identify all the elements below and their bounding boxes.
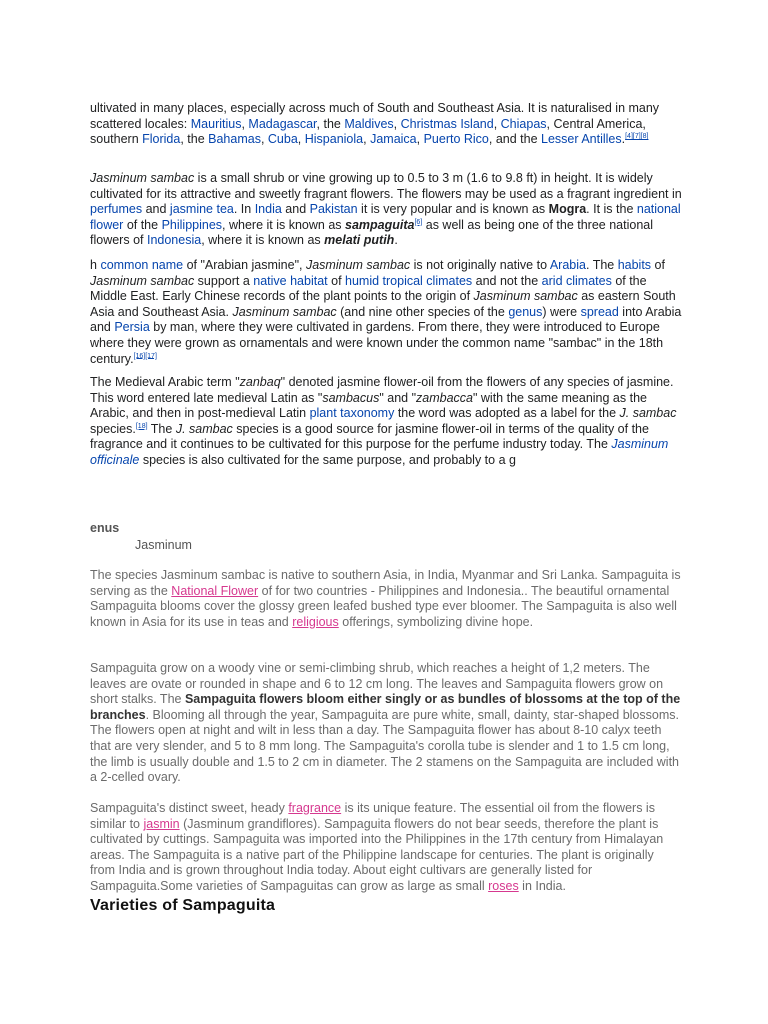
citation bbox=[625, 133, 648, 140]
text-run: and bbox=[281, 202, 310, 217]
link-religious[interactable]: religious bbox=[292, 614, 339, 629]
article-paragraph-intro bbox=[90, 568, 682, 630]
link-florida[interactable]: Florida bbox=[142, 132, 181, 147]
species-name: Jasminum sambac bbox=[305, 258, 411, 272]
text-run: " denoted jasmine flower-oil from the flowers of any species of jasmine. This word entered late medieval Latin as " bbox=[90, 375, 674, 405]
link-bahamas[interactable]: Bahamas bbox=[208, 132, 261, 147]
species-name: Jasminum sambac bbox=[473, 289, 578, 304]
text-run: , bbox=[416, 132, 424, 147]
link-native-habitat[interactable]: native habitat bbox=[253, 273, 328, 288]
text-run: . In bbox=[233, 202, 255, 217]
text-run: support a bbox=[194, 273, 254, 288]
text-run: of bbox=[651, 258, 665, 272]
text-run: . bbox=[394, 233, 398, 248]
text-run: " and " bbox=[379, 390, 417, 405]
text-run: . Blooming all through the year, Sampaguita are pure white, small, dainty, star-shaped blossoms. The flowers open at night and wilt in less than a day. The Sampaguita flower has about 8-10 calyx teeth that are very slender, and 5 to 8 mm long. The Sampaguita's corolla tube is slender and 1 to 1.5 cm long, the limb is usually double and 1.5 to 2 cm in diameter. The 2 stamens on the Sampaguita are included with a 2-celled ovary. bbox=[90, 707, 680, 785]
text-run: , bbox=[493, 116, 501, 131]
genus-value: Jasminum bbox=[135, 538, 192, 552]
bold-term: Mogra bbox=[548, 202, 587, 217]
citation-link[interactable]: [18] bbox=[135, 422, 148, 430]
species-name: Jasminum sambac bbox=[90, 171, 195, 185]
text-run: , the bbox=[180, 132, 209, 147]
link-roses[interactable]: roses bbox=[488, 878, 519, 893]
text-run: , where it is known as bbox=[201, 233, 325, 248]
text-run: The bbox=[147, 421, 176, 436]
link-perfumes[interactable]: perfumes bbox=[90, 202, 143, 217]
text-run: of the bbox=[123, 217, 162, 232]
link-genus[interactable]: genus bbox=[508, 304, 543, 319]
citation-link[interactable]: [16][17] bbox=[133, 352, 157, 360]
link-lesser-antilles[interactable]: Lesser Antilles bbox=[541, 132, 622, 147]
text-run: Sampaguita grow on a woody vine or semi-climbing shrub, which reaches a height of 1,2 meters. The leaves are ovate or rounded in shape and 6 to 12 cm long. The leaves and Sampaguita flowers grow on short stalks. The bbox=[90, 661, 664, 707]
text-run: , bbox=[393, 116, 401, 131]
text-run: it is very popular and is known as bbox=[357, 202, 549, 217]
link-humid-tropical-climates[interactable]: humid tropical climates bbox=[345, 273, 473, 288]
text-run: , bbox=[363, 132, 371, 147]
link-spread[interactable]: spread bbox=[580, 304, 619, 319]
text-run: species. bbox=[90, 421, 136, 436]
text-run: in India. bbox=[518, 878, 566, 893]
text-run: , bbox=[260, 132, 268, 147]
text-run: species is a good source for jasmine flower-oil in terms of the quality of the fragrance and it continues to be cultivated for this purpose for the perfume industry today. The bbox=[90, 421, 649, 452]
text-run: the word was adopted as a label for the bbox=[394, 406, 620, 421]
text-run: of "Arabian jasmine", bbox=[183, 258, 306, 272]
article-paragraph-fragrance bbox=[90, 801, 682, 895]
citation-link[interactable]: [4][7][8] bbox=[625, 133, 649, 141]
link-plant-taxonomy[interactable]: plant taxonomy bbox=[309, 406, 395, 421]
link-christmas-island[interactable]: Christmas Island bbox=[400, 116, 494, 131]
text-run: is a small shrub or vine growing up to 0.5 to 3 m (1.6 to 9.8 ft) in height. It is widely cultivated for its attractive and sweetly fragrant flowers. The flowers may be used as a fragrant ingredient in bbox=[90, 171, 682, 201]
link-national-flower[interactable]: national flower bbox=[90, 202, 681, 232]
link-jamaica[interactable]: Jamaica bbox=[370, 132, 417, 147]
text-run: offerings, symbolizing divine hope. bbox=[338, 614, 534, 629]
text-run: . It is the bbox=[586, 202, 637, 217]
citation bbox=[134, 352, 157, 359]
italic-term: zambacca bbox=[416, 390, 473, 405]
text-run: and bbox=[142, 202, 170, 217]
text-run: . bbox=[621, 132, 626, 147]
text-run: , bbox=[241, 116, 249, 131]
text-run: h bbox=[90, 258, 101, 272]
wiki-paragraph-etymology bbox=[90, 375, 682, 469]
link-arid-climates[interactable]: arid climates bbox=[541, 273, 612, 288]
text-run: (and nine other species of the bbox=[336, 304, 509, 319]
species-name: J. sambac bbox=[175, 421, 233, 436]
link-puerto-rico[interactable]: Puerto Rico bbox=[423, 132, 489, 147]
link-hispaniola[interactable]: Hispaniola bbox=[304, 132, 364, 147]
link-pakistan[interactable]: Pakistan bbox=[309, 202, 358, 217]
text-run: (Jasminum grandiflores). Sampaguita flowers do not bear seeds, therefore the plant is cultivated by cuttings. Sampaguita was imported into the Philippines in the 17th century from Himalayan areas. The Sampaguita is a native part of the Philippine landscape for centuries. The plant is originally from India and is grown throughout India today. About eight cultivars are generally listed for Sampaguita.Some varieties of Sampaguitas can grow as large as small bbox=[90, 816, 664, 893]
link-fragrance[interactable]: fragrance bbox=[288, 801, 342, 815]
link-mauritius[interactable]: Mauritius bbox=[190, 116, 242, 131]
wiki-paragraph-distribution bbox=[90, 101, 682, 148]
article-paragraph-growth bbox=[90, 661, 682, 786]
link-philippines[interactable]: Philippines bbox=[161, 217, 223, 232]
link-habits[interactable]: habits bbox=[617, 258, 652, 272]
text-run: as eastern South Asia and Southeast Asia. bbox=[90, 289, 676, 319]
wiki-paragraph-description bbox=[90, 171, 682, 249]
link-persia[interactable]: Persia bbox=[114, 320, 150, 335]
text-run: , and the bbox=[488, 132, 542, 147]
link-jasmin[interactable]: jasmin bbox=[143, 816, 180, 831]
text-run: is its unique feature. The essential oil from the flowers is similar to bbox=[90, 801, 655, 831]
text-run: The Medieval Arabic term " bbox=[90, 375, 240, 389]
text-run: as well as being one of the three national flowers of bbox=[90, 217, 653, 248]
text-run: of bbox=[327, 273, 346, 288]
text-run: Sampaguita's distinct sweet, heady bbox=[90, 801, 289, 815]
bold-italic-term: melati putih bbox=[324, 233, 395, 248]
text-run: of the Middle East. Early Chinese records of the plant points to the origin of bbox=[90, 273, 647, 304]
link-jasminum-officinale[interactable]: Jasminum officinale bbox=[90, 437, 669, 467]
text-run: of for two countries - Philippines and Indonesia.. The beautiful ornamental Sampaguita blooms cover the glossy green leafed bushed type ever bloomer. The Sampaguita is also well known in Asia for its use in teas and bbox=[90, 583, 677, 629]
text-run: into Arabia and bbox=[90, 304, 682, 335]
text-run: ultivated in many places, especially across much of South and Southeast Asia. It is naturalised in many scattered locales: bbox=[90, 101, 660, 131]
species-name: Jasminum sambac bbox=[90, 273, 195, 288]
text-run: . The bbox=[585, 258, 618, 272]
wiki-paragraph-origin bbox=[90, 258, 682, 367]
species-name: Jasminum sambac bbox=[232, 304, 337, 319]
text-run: The species Jasminum sambac is native to southern Asia, in India, Myanmar and Sri Lanka. Sampaguita is serving as the bbox=[90, 568, 681, 598]
text-run: by man, where they were cultivated in gardens. From there, they were introduced to Europe where they were grown as ornamentals and were known under the common name "sambac" in the 18th century. bbox=[90, 320, 664, 366]
section-heading-varieties: Varieties of Sampaguita bbox=[90, 897, 276, 914]
link-national-flower-article[interactable]: National Flower bbox=[171, 583, 259, 598]
text-run: , where it is known as bbox=[222, 217, 346, 232]
italic-term: zanbaq bbox=[239, 375, 281, 389]
text-run: , Central America, southern bbox=[90, 116, 646, 147]
text-run: and not the bbox=[472, 273, 542, 288]
link-india[interactable]: India bbox=[254, 202, 282, 217]
text-run: is not originally native to bbox=[410, 258, 550, 272]
link-maldives[interactable]: Maldives bbox=[344, 116, 394, 131]
link-cuba[interactable]: Cuba bbox=[267, 132, 298, 147]
citation-link[interactable]: [6] bbox=[414, 218, 423, 226]
link-arabia[interactable]: Arabia bbox=[549, 258, 586, 272]
italic-term: sambacus bbox=[322, 390, 380, 405]
text-run: species is also cultivated for the same purpose, and probably to a g bbox=[139, 452, 516, 467]
link-chiapas[interactable]: Chiapas bbox=[500, 116, 547, 131]
bold-italic-term: sampaguita bbox=[345, 217, 415, 232]
species-name: J. sambac bbox=[619, 406, 677, 421]
text-run: " with the same meaning as the Arabic, and then in post-medieval Latin bbox=[90, 390, 647, 421]
genus-label: enus bbox=[90, 521, 120, 535]
text-run: , the bbox=[316, 116, 345, 131]
citation bbox=[136, 423, 148, 430]
link-jasmine-tea[interactable]: jasmine tea bbox=[169, 202, 234, 217]
text-run: ) were bbox=[542, 304, 581, 319]
link-common-name[interactable]: common name bbox=[100, 258, 184, 272]
link-indonesia[interactable]: Indonesia bbox=[146, 233, 202, 248]
link-madagascar[interactable]: Madagascar bbox=[248, 116, 317, 131]
bold-highlight: Sampaguita flowers bloom either singly or as bundles of blossoms at the top of the branches bbox=[90, 692, 681, 722]
text-run: , bbox=[297, 132, 305, 147]
